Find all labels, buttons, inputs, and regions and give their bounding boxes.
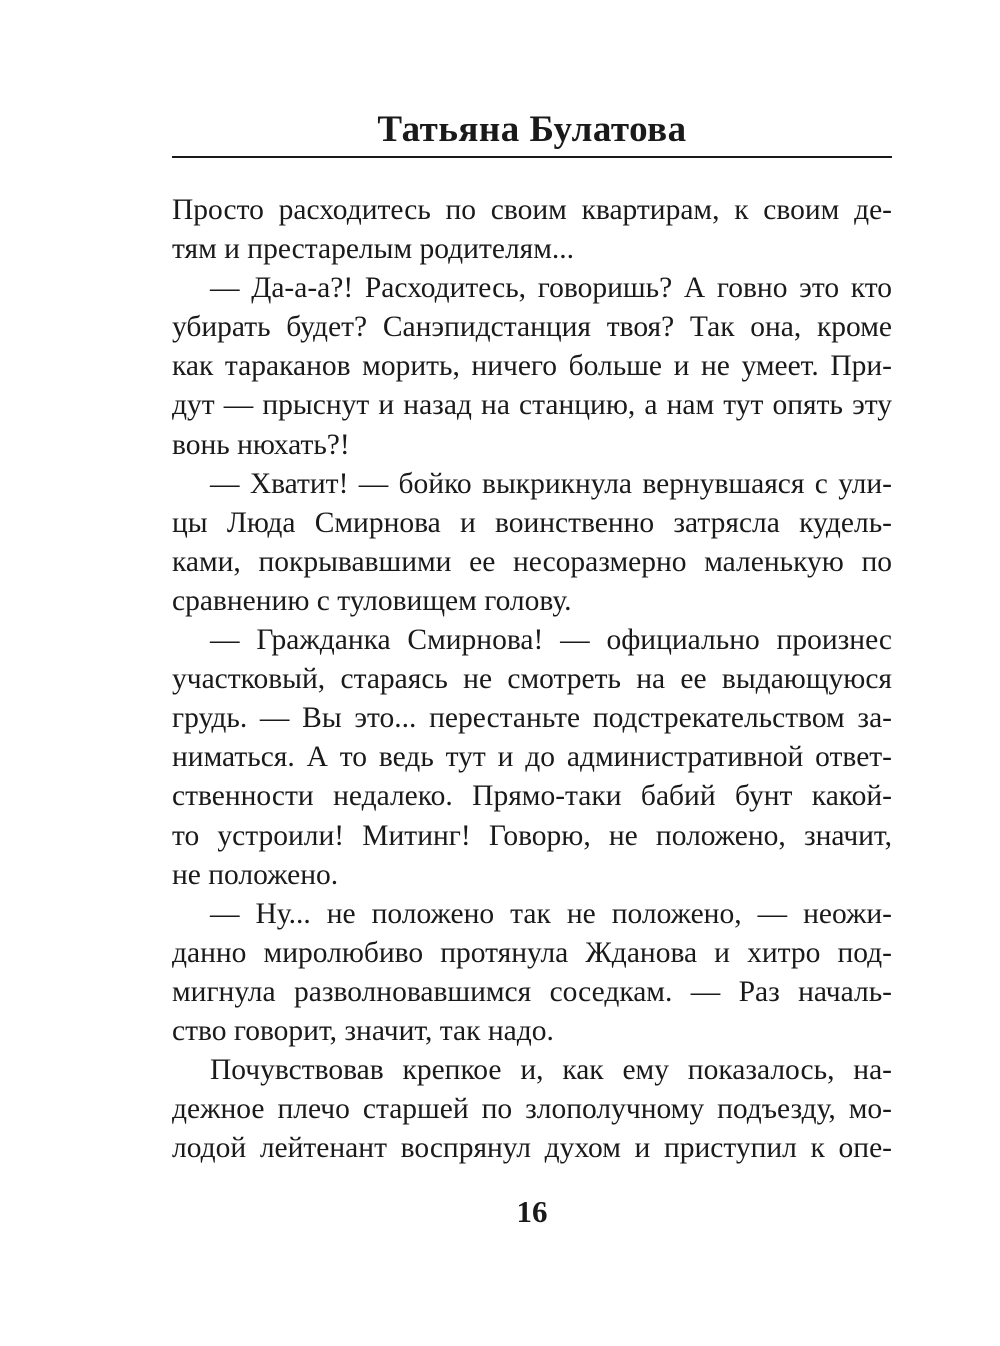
paragraph (172, 1051, 892, 1168)
text-line: — Ну... не положено так не положено, — неожи- (210, 897, 892, 930)
text-line: ство говорит, значит, так надо. (172, 1014, 554, 1047)
text-line: данно миролюбиво протянула Жданова и хитро под- (172, 936, 892, 969)
text-line: убирать будет? Санэпидстанция твоя? Так она, кроме (172, 311, 892, 344)
text-line: тям и престарелым родителям... (172, 233, 575, 266)
text-line: ками, покрывавшими ее несоразмерно маленькую по (172, 545, 892, 578)
page-number: 16 (516, 1194, 548, 1229)
text-line: грудь. — Вы это... перестаньте подстрекательством за- (172, 702, 892, 735)
text-line: Почувствовав крепкое и, как ему показалось, на- (210, 1054, 892, 1087)
text-line: — Гражданка Смирнова! — официально произнес (210, 624, 892, 657)
text-line: — Да-а-а?! Расходитесь, говоришь? А говно это кто (210, 272, 892, 305)
text-line: ниматься. А то ведь тут и до административной ответ- (172, 741, 892, 774)
text-line: — Хватит! — бойко выкрикнула вернувшаяся с ули- (210, 467, 892, 500)
paragraph (172, 621, 892, 895)
text-line: как тараканов морить, ничего больше и не умеет. При- (172, 350, 892, 383)
paragraph (172, 465, 892, 621)
paragraph (172, 269, 892, 464)
text-line: дежное плечо старшей по злополучному подъезду, мо- (172, 1093, 892, 1126)
text-line: дут — прыснут и назад на станцию, а нам тут опять эту (172, 389, 892, 422)
text-line: сравнению с туловищем голову. (172, 584, 572, 617)
text-line: не положено. (172, 858, 339, 891)
header-rule (172, 156, 892, 158)
text-line: ственности недалеко. Прямо-таки бабий бунт какой- (172, 780, 892, 813)
paragraph (172, 895, 892, 1051)
body-text (172, 191, 892, 1168)
text-line: Просто расходитесь по своим квартирам, к своим де- (172, 194, 892, 226)
running-head: Татьяна Булатова (377, 109, 687, 150)
text-line: то устроили! Митинг! Говорю, не положено, значит, (172, 819, 892, 852)
text-line: мигнула разволновавшимся соседкам. — Раз началь- (172, 975, 892, 1008)
text-line: вонь нюхать?! (172, 428, 350, 461)
paragraph (172, 191, 892, 269)
text-line: участковый, стараясь не смотреть на ее выдающуюся (172, 663, 892, 696)
text-line: цы Люда Смирнова и воинственно затрясла кудель- (172, 506, 892, 539)
text-line: лодой лейтенант воспрянул духом и приступил к опе- (172, 1132, 892, 1165)
